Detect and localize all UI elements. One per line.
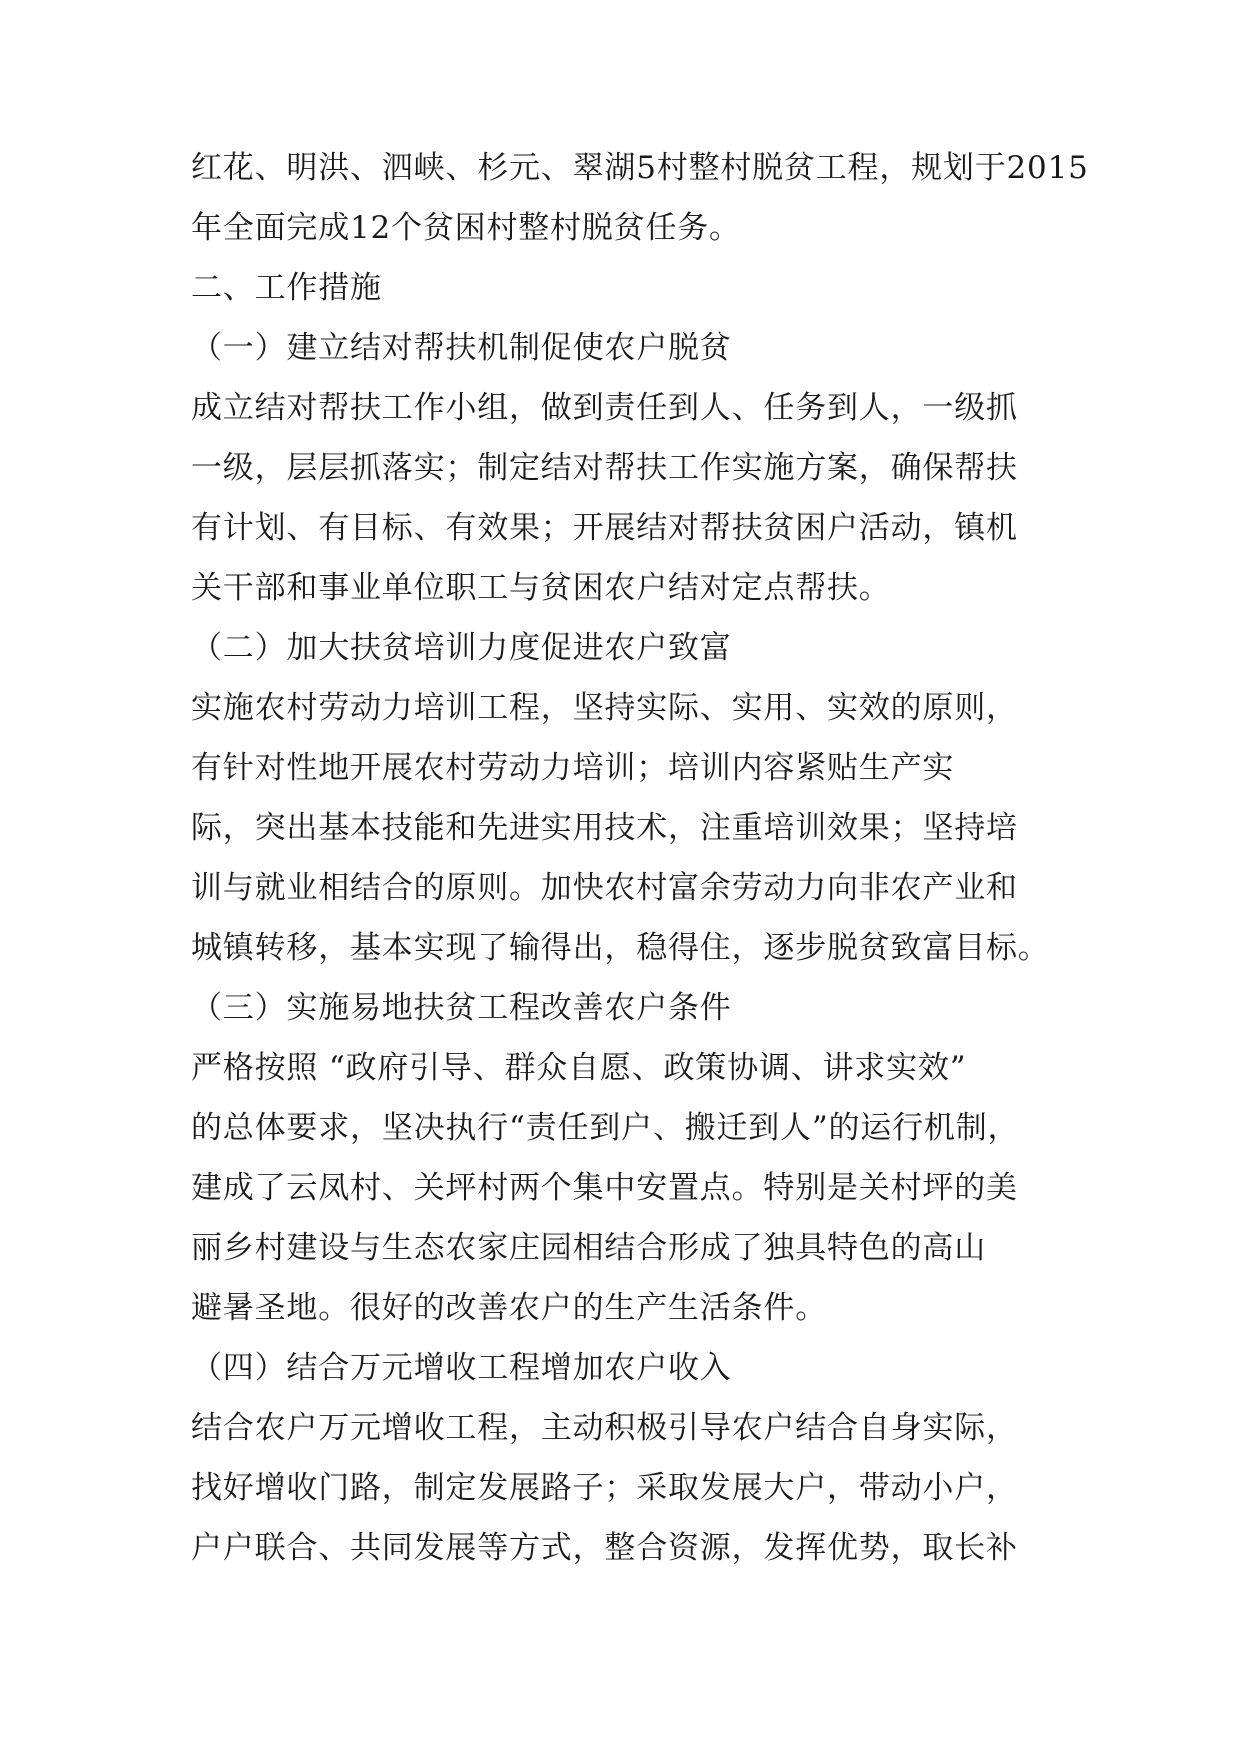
body-text-line: 避暑圣地。很好的改善农户的生产生活条件。 bbox=[191, 1290, 827, 1326]
body-text-line: 结合农户万元增收工程，主动积极引导农户结合自身实际， bbox=[191, 1410, 1018, 1446]
body-text-line: 际，突出基本技能和先进实用技术，注重培训效果；坚持培 bbox=[191, 810, 1018, 846]
subsection-heading: （二）加大扶贫培训力度促进农户致富 bbox=[191, 630, 732, 666]
body-text-line: 找好增收门路，制定发展路子；采取发展大户，带动小户， bbox=[191, 1470, 1018, 1506]
body-text-line: 有计划、有目标、有效果；开展结对帮扶贫困户活动，镇机 bbox=[191, 510, 1018, 546]
subsection-heading: （三）实施易地扶贫工程改善农户条件 bbox=[191, 990, 732, 1026]
subsection-heading: （四）结合万元增收工程增加农户收入 bbox=[191, 1350, 732, 1386]
body-text-line: 的总体要求，坚决执行“责任到户、搬迁到人”的运行机制， bbox=[191, 1110, 1020, 1146]
body-text-line: 丽乡村建设与生态农家庄园相结合形成了独具特色的高山 bbox=[191, 1230, 986, 1266]
body-text-line: 城镇转移，基本实现了输得出，稳得住，逐步脱贫致富目标。 bbox=[191, 930, 1050, 966]
body-text-line: 关干部和事业单位职工与贫困农户结对定点帮扶。 bbox=[191, 570, 891, 606]
body-text-line: 严格按照 “政府引导、群众自愿、政策协调、讲求实效” bbox=[191, 1050, 967, 1086]
body-text-line: 红花、明洪、泗峡、杉元、翠湖5村整村脱贫工程，规划于2015 bbox=[191, 150, 1089, 186]
body-text-line: 户户联合、共同发展等方式，整合资源，发挥优势，取长补 bbox=[191, 1530, 1018, 1566]
body-text-line: 有针对性地开展农村劳动力培训；培训内容紧贴生产实 bbox=[191, 750, 955, 786]
body-text-line: 年全面完成12个贫困村整村脱贫任务。 bbox=[191, 210, 741, 246]
body-text-line: 实施农村劳动力培训工程，坚持实际、实用、实效的原则， bbox=[191, 690, 1018, 726]
body-text-line: 训与就业相结合的原则。加快农村富余劳动力向非农产业和 bbox=[191, 870, 1018, 906]
body-text-line: 建成了云凤村、关坪村两个集中安置点。特别是关村坪的美 bbox=[191, 1170, 1018, 1206]
section-heading: 二、工作措施 bbox=[191, 270, 382, 306]
subsection-heading: （一）建立结对帮扶机制促使农户脱贫 bbox=[191, 330, 732, 366]
body-text-line: 成立结对帮扶工作小组，做到责任到人、任务到人，一级抓 bbox=[191, 390, 1018, 426]
body-text-line: 一级，层层抓落实；制定结对帮扶工作实施方案，确保帮扶 bbox=[191, 450, 1018, 486]
